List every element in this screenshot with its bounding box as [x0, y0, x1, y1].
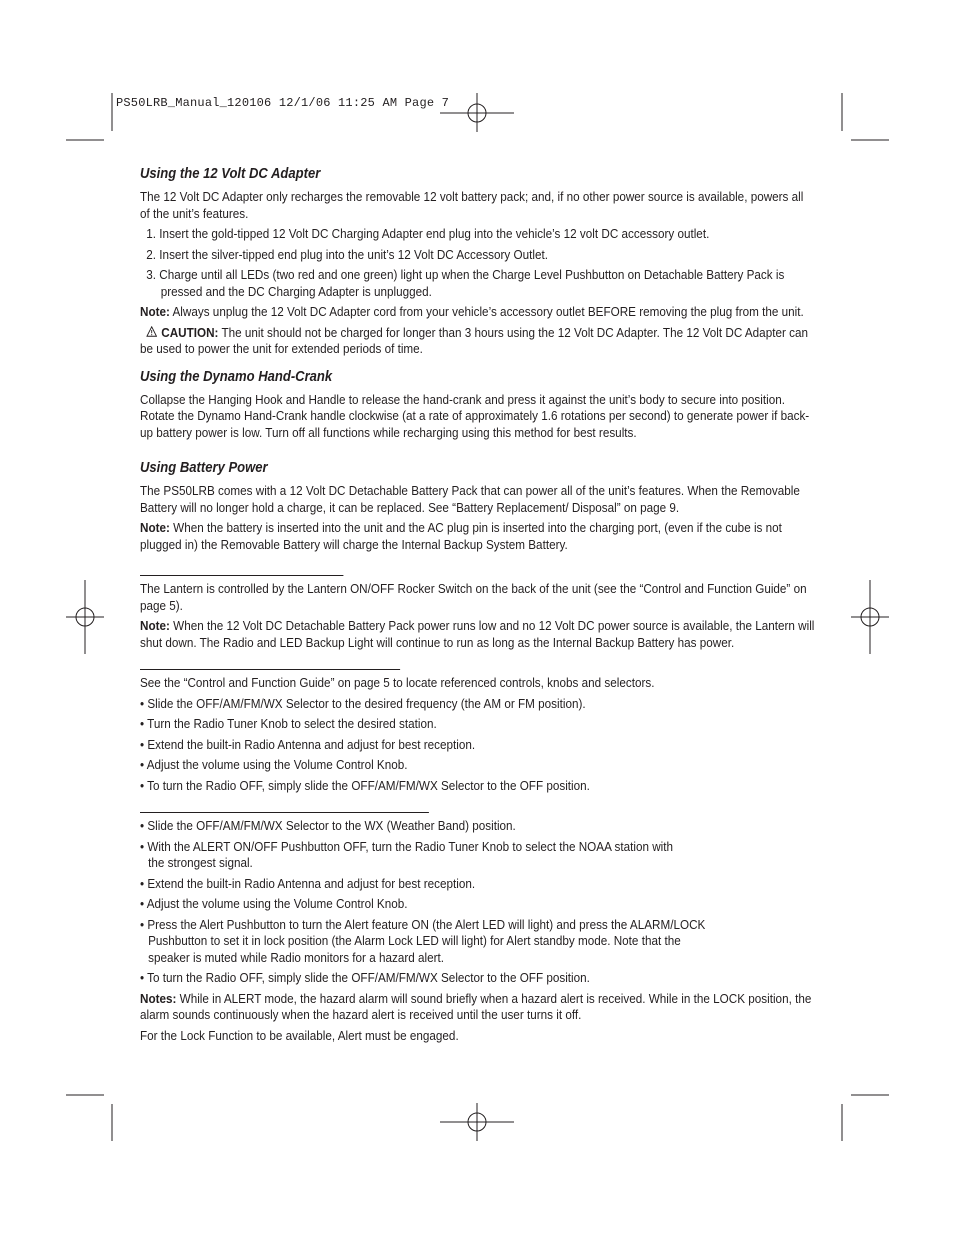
- lock-function-note: For the Lock Function to be available, Alert must be engaged.: [140, 1027, 459, 1043]
- section-rule-radio: [140, 669, 400, 670]
- caution-label: CAUTION:: [161, 324, 219, 340]
- note-text: When the battery is inserted into the unit and the AC plug pin is inserted into the charging port, (even if the cube is not plugged in) the Removable Battery will charge the Internal Backup System Battery.: [140, 520, 782, 552]
- weather-bullet: • Extend the built-in Radio Antenna and adjust for best reception.: [140, 875, 476, 891]
- dynamo-body: Collapse the Hanging Hook and Handle to release the hand-crank and press it against the unit’s body to secure into position. Rotate the Dynamo Hand-Crank handle clockwise (at a rate of approximately 1.6 rotations per second) to generate power if back-up battery power is low. Turn off all functions while recharging using this method for best results.: [140, 391, 810, 440]
- note-label: Note:: [140, 520, 170, 535]
- notes-label: Notes:: [140, 990, 177, 1006]
- section-weather-band: [140, 812, 816, 1044]
- weather-bullet: • Adjust the volume using the Volume Control Knob.: [140, 896, 408, 911]
- weather-bullets: [140, 818, 816, 987]
- note-text: When the 12 Volt DC Detachable Battery Pack power runs low and no 12 Volt DC power source is available, the Lantern will shut down. The Radio and LED Backup Light will continue to run as long as the Internal Backup Battery has power.: [140, 618, 815, 650]
- radio-bullets: [140, 696, 816, 795]
- section-lantern: [140, 575, 816, 651]
- radio-bullet: • To turn the Radio OFF, simply slide the OFF/AM/FM/WX Selector to the OFF position.: [140, 777, 590, 793]
- note-label: Note:: [140, 304, 170, 319]
- lantern-note: [140, 618, 816, 651]
- notes-text: While in ALERT mode, the hazard alarm will sound briefly when a hazard alert is received. While in the LOCK position, the alarm sounds continuously when the hazard alert is received until the user turns it off.: [140, 990, 812, 1022]
- page-content: [140, 165, 815, 1056]
- registration-mark-top: [440, 93, 514, 132]
- registration-mark-right: [851, 580, 889, 654]
- radio-bullet: • Turn the Radio Tuner Knob to select the desired station.: [140, 716, 437, 731]
- note-text: Always unplug the 12 Volt DC Adapter cord from your vehicle’s accessory outlet BEFORE removing the plug from the unit.: [169, 304, 804, 319]
- weather-bullet: • To turn the Radio OFF, simply slide the OFF/AM/FM/WX Selector to the OFF position.: [140, 970, 590, 985]
- dc-adapter-step: 3. Charge until all LEDs (two red and one green) light up when the Charge Level Pushbutton on Detachable Battery Pack is pressed and the DC Charging Adapter is unplugged.: [146, 267, 785, 299]
- section-title-battery: Using Battery Power: [140, 460, 268, 476]
- battery-note: [140, 520, 816, 553]
- registration-mark-bottom: [440, 1103, 514, 1141]
- section-title-dynamo: Using the Dynamo Hand-Crank: [140, 368, 333, 385]
- dc-adapter-step: 2. Insert the silver-tipped end plug into the unit’s 12 Volt DC Accessory Outlet.: [146, 246, 549, 262]
- section-rule-lantern: [140, 575, 343, 576]
- lantern-body: The Lantern is controlled by the Lantern ON/OFF Rocker Switch on the back of the unit (see the “Control and Function Guide” on page 5).: [140, 581, 807, 613]
- weather-bullet: • Press the Alert Pushbutton to turn the Alert feature ON (the Alert LED will light) and press the ALARM/LOCK Pushbutton to set it in lock position (the Alarm Lock LED will light) for Alert standby mode. Note that the speaker is muted while Radio monitors for a hazard alert.: [140, 916, 706, 965]
- radio-bullet: • Extend the built-in Radio Antenna and adjust for best reception.: [140, 736, 476, 752]
- section-dc-adapter: [140, 165, 816, 358]
- radio-intro: See the “Control and Function Guide” on page 5 to locate referenced controls, knobs and selectors.: [140, 675, 655, 690]
- weather-bullet: • With the ALERT ON/OFF Pushbutton OFF, turn the Radio Tuner Knob to select the NOAA station with the strongest signal.: [140, 838, 674, 870]
- dc-adapter-step: 1. Insert the gold-tipped 12 Volt DC Charging Adapter end plug into the vehicle’s 12 volt DC accessory outlet.: [146, 226, 710, 241]
- dc-adapter-caution: [140, 325, 816, 358]
- caution-text: The unit should not be charged for longer than 3 hours using the 12 Volt DC Adapter. The 12 Volt DC Adapter can be used to power the unit for extended periods of time.: [140, 324, 808, 356]
- section-radio: [140, 669, 816, 794]
- print-slug: PS50LRB_Manual_120106 12/1/06 11:25 AM Page 7: [116, 96, 450, 110]
- section-dynamo: [140, 368, 816, 442]
- battery-body: The PS50LRB comes with a 12 Volt DC Detachable Battery Pack that can power all of the unit’s features. When the Removable Battery will no longer hold a charge, it can be replaced. See “Battery Replacement/ Disposal” on page 9.: [140, 483, 800, 515]
- radio-bullet: • Adjust the volume using the Volume Control Knob.: [140, 757, 408, 772]
- section-rule-weather: [140, 812, 429, 813]
- warning-triangle-icon: [145, 325, 158, 342]
- section-battery: [140, 459, 816, 553]
- weather-bullet: • Slide the OFF/AM/FM/WX Selector to the WX (Weather Band) position.: [140, 818, 516, 833]
- registration-mark-left: [66, 580, 104, 654]
- radio-bullet: • Slide the OFF/AM/FM/WX Selector to the desired frequency (the AM or FM position).: [140, 695, 586, 711]
- dc-adapter-note: [140, 304, 816, 321]
- dc-adapter-steps: [140, 226, 816, 300]
- section-title-dc-adapter: Using the 12 Volt DC Adapter: [140, 166, 321, 182]
- note-label: Note:: [140, 618, 170, 633]
- weather-notes: [140, 991, 816, 1024]
- dc-adapter-intro: The 12 Volt DC Adapter only recharges the removable 12 volt battery pack; and, if no other power source is available, powers all of the unit’s features.: [140, 189, 804, 221]
